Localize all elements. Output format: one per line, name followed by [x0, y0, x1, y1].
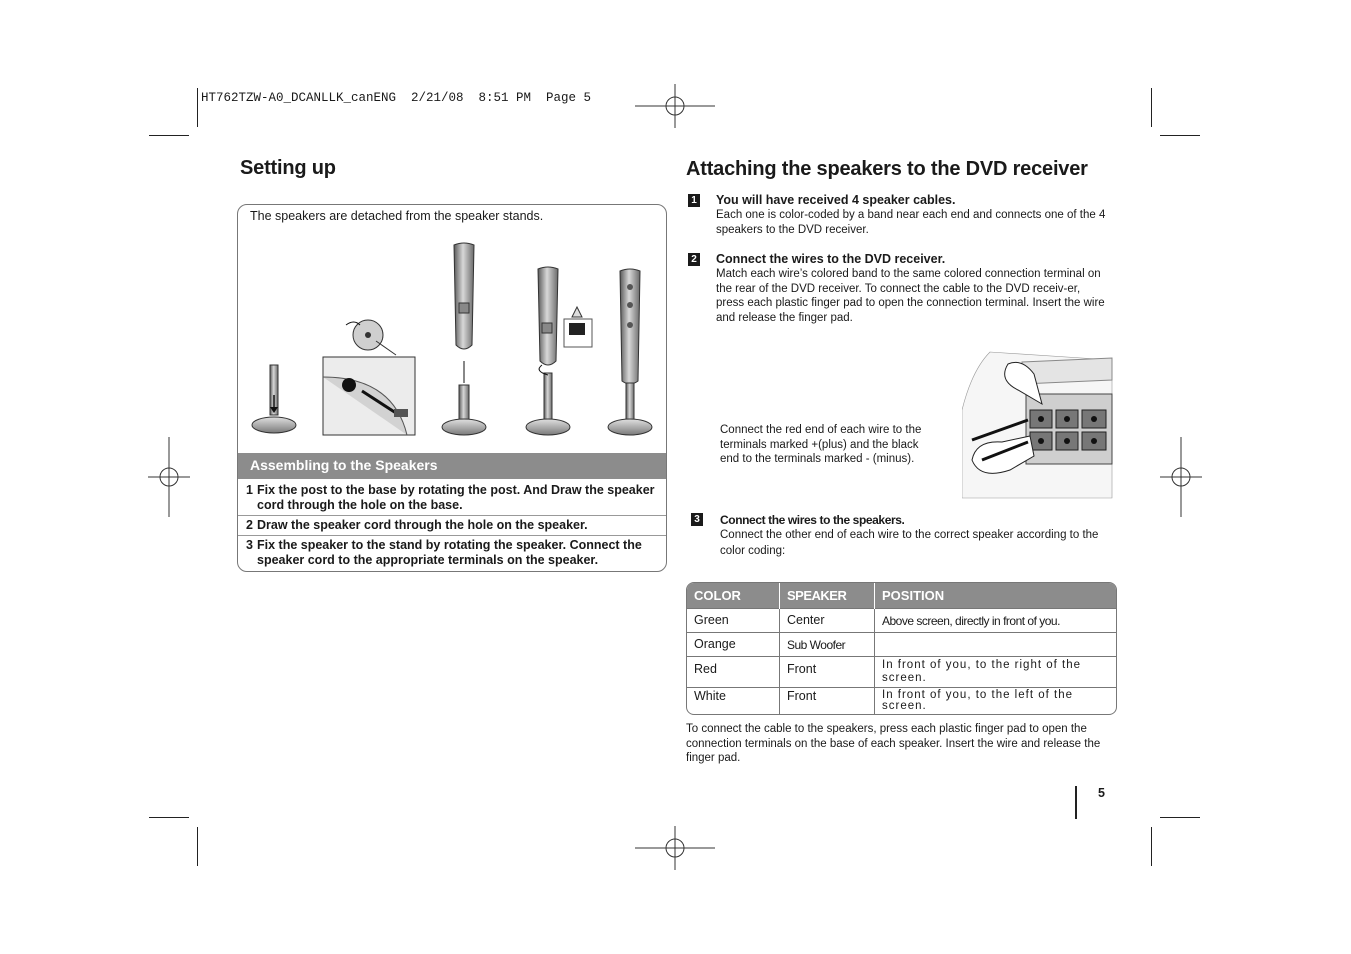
assembly-step — [238, 518, 666, 533]
table-row — [687, 609, 1116, 633]
registration-mark-icon — [1160, 437, 1202, 517]
step-number: 1 — [246, 483, 253, 497]
step-number-badge: 1 — [688, 194, 700, 207]
crop-mark — [1160, 817, 1200, 818]
assembly-step — [238, 483, 666, 513]
table-row — [687, 657, 1116, 688]
crop-mark — [149, 817, 189, 818]
footer-note: To connect the cable to the speakers, press each plastic finger pad to open the connection terminals on the base of each speaker. Insert the wire and release the finger pad. — [686, 723, 1101, 764]
step-text: Fix the speaker to the stand by rotating the speaker. Connect the speaker cord to the appropriate terminals on the speaker. — [257, 538, 642, 567]
table-cell: Front — [780, 688, 875, 715]
column-header: COLOR — [687, 583, 780, 609]
page-title: Setting up — [240, 157, 336, 179]
table-cell: In front of you, to the left of the screen. — [875, 688, 1117, 715]
page-number: 5 — [1098, 786, 1105, 800]
table-row — [687, 633, 1116, 657]
step-text: Fix the post to the base by rotating the post. And Draw the speaker cord through the hole on the base. — [257, 483, 655, 512]
table-cell: Orange — [687, 633, 780, 657]
table-cell — [875, 633, 1117, 657]
color-coding-table — [686, 582, 1117, 715]
divider — [238, 535, 666, 536]
section-heading: Assembling to the Speakers — [238, 453, 666, 479]
step-number-badge: 3 — [691, 513, 703, 526]
step-title: You will have received 4 speaker cables. — [716, 193, 956, 207]
step-number: 3 — [246, 538, 253, 552]
step-title: Connect the wires to the DVD receiver. — [716, 252, 946, 266]
crop-mark — [1160, 135, 1200, 136]
crop-mark — [1151, 827, 1152, 866]
step-body: Match each wire’s colored band to the same colored connection terminal on the rear of the DVD receiver. To connect the cable to the DVD receiv-er, press each plastic finger pad to open the connection terminal. Insert the wire and release the finger pad. — [716, 268, 1105, 324]
table-cell: Above screen, directly in front of you. — [875, 609, 1117, 633]
registration-mark-icon — [148, 437, 190, 517]
panel-intro: The speakers are detached from the speaker stands. — [250, 209, 544, 223]
registration-mark-icon — [635, 84, 715, 128]
crop-mark — [197, 88, 198, 127]
speaker-assembly-illustration — [246, 237, 660, 441]
table-cell: Center — [780, 609, 875, 633]
table-cell: Red — [687, 657, 780, 688]
step-number: 2 — [246, 518, 253, 532]
section-title: Attaching the speakers to the DVD receiver — [686, 158, 1088, 180]
table-cell: In front of you, to the right of the screen. — [875, 657, 1117, 688]
crop-mark — [149, 135, 189, 136]
table-cell: Green — [687, 609, 780, 633]
wiring-caption: Connect the red end of each wire to the terminals marked +(plus) and the black end to the terminals marked - (minus). — [720, 424, 922, 465]
column-header: SPEAKER — [780, 583, 875, 609]
step-body: Connect the other end of each wire to the correct speaker according to the color coding: — [720, 529, 1099, 557]
table-cell: White — [687, 688, 780, 715]
page-number-rule — [1075, 786, 1077, 819]
step-body: Each one is color-coded by a band near each end and connects one of the 4 speakers to the DVD receiver. — [716, 209, 1106, 236]
crop-mark — [1151, 88, 1152, 127]
table-cell: Sub Woofer — [780, 633, 875, 657]
column-header: POSITION — [875, 583, 1117, 609]
assembly-step — [238, 538, 666, 568]
print-header: HT762TZW-A0_DCANLLK_canENG 2/21/08 8:51 PM Page 5 — [201, 91, 592, 105]
step-title: Connect the wires to the speakers. — [720, 513, 905, 527]
receiver-terminal-illustration — [962, 350, 1114, 500]
registration-mark-icon — [635, 826, 715, 870]
crop-mark — [197, 827, 198, 866]
table-cell: Front — [780, 657, 875, 688]
step-text: Draw the speaker cord through the hole on the speaker. — [257, 518, 588, 532]
table-row — [687, 688, 1116, 715]
assembly-panel — [237, 204, 667, 572]
divider — [238, 515, 666, 516]
step-number-badge: 2 — [688, 253, 700, 266]
